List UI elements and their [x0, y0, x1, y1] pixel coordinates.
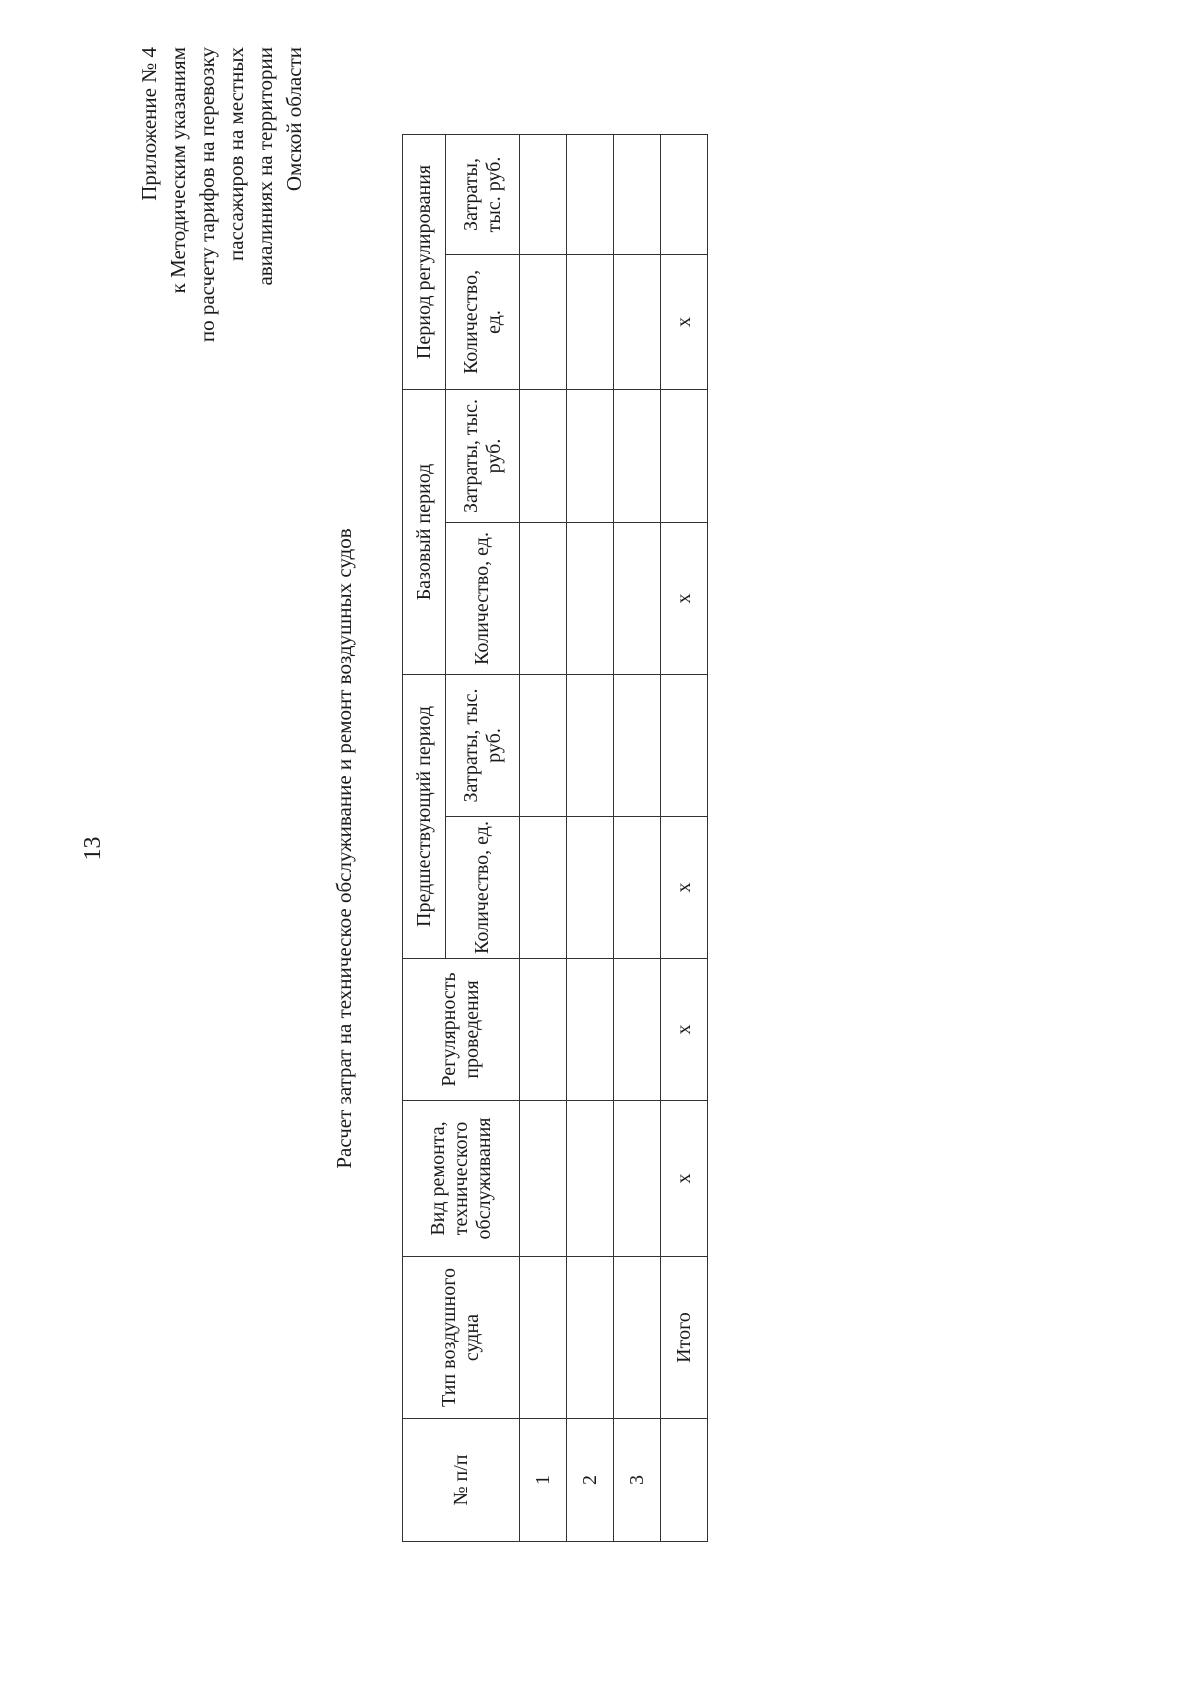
- cost-table: [402, 134, 708, 1542]
- row-number: 1: [520, 1419, 567, 1542]
- table-cell: [567, 134, 614, 254]
- header-base-qty: Количество, ед.: [446, 522, 520, 674]
- row-number: 2: [567, 1419, 614, 1542]
- table-cell: [614, 959, 661, 1101]
- table-cell: [520, 389, 567, 522]
- table-cell: x: [661, 254, 708, 389]
- table-cell: [520, 1257, 567, 1419]
- table-cell: [520, 674, 567, 816]
- table-cell: [614, 389, 661, 522]
- table-cell: [661, 674, 708, 816]
- table-cell: [614, 522, 661, 674]
- header-regulation-qty: Количество, ед.: [446, 254, 520, 389]
- table-row: [567, 134, 614, 1541]
- appendix-line: авиалиниях на территории: [253, 47, 277, 286]
- table-row-total: [661, 134, 708, 1541]
- table-cell: [520, 959, 567, 1101]
- appendix-line: к Методическим указаниям: [166, 47, 190, 294]
- table-cell: [614, 674, 661, 816]
- table-cell: [520, 817, 567, 959]
- header-previous-period: Предшествующий период: [403, 674, 446, 958]
- table-cell: [614, 134, 661, 254]
- table-cell: [567, 254, 614, 389]
- header-regulation-period: Период регулирования: [403, 134, 446, 389]
- table-cell: [520, 134, 567, 254]
- total-label: Итого: [661, 1257, 708, 1419]
- table-cell: [614, 1101, 661, 1257]
- table-cell: [520, 254, 567, 389]
- document-title: Расчет затрат на техническое обслуживание и ремонт воздушных судов: [332, 528, 356, 1169]
- table-cell: [567, 959, 614, 1101]
- header-base-period: Базовый период: [403, 389, 446, 674]
- appendix-line: Омской области: [282, 47, 306, 192]
- table-cell: x: [661, 959, 708, 1101]
- header-aircraft-type: Тип воздушного судна: [403, 1257, 520, 1419]
- header-num: № п/п: [403, 1419, 520, 1542]
- header-regulation-cost: Затраты, тыс. руб.: [446, 134, 520, 254]
- table-cell: [614, 1257, 661, 1419]
- table-cell: [661, 389, 708, 522]
- header-repair-type: Вид ремонта, технического обслуживания: [403, 1101, 520, 1257]
- header-regularity: Регулярность проведения: [403, 959, 520, 1101]
- appendix-line: Приложение № 4: [137, 47, 161, 201]
- table-row: [520, 134, 567, 1541]
- table-cell: [567, 674, 614, 816]
- header-base-cost: Затраты, тыс. руб.: [446, 389, 520, 522]
- table-cell: [567, 817, 614, 959]
- table-cell: [567, 522, 614, 674]
- table-cell: x: [661, 1101, 708, 1257]
- row-number: 3: [614, 1419, 661, 1542]
- table-cell: [661, 134, 708, 254]
- table-cell: [520, 1101, 567, 1257]
- appendix-line: по расчету тарифов на перевозку: [195, 47, 219, 343]
- table-cell: [614, 817, 661, 959]
- page-number: 13: [80, 836, 106, 861]
- appendix-block: [135, 47, 309, 347]
- header-previous-cost: Затраты, тыс. руб.: [446, 674, 520, 816]
- table-cell: [567, 389, 614, 522]
- table-cell: [614, 254, 661, 389]
- appendix-line: пассажиров на местных: [224, 47, 248, 261]
- table-row: [614, 134, 661, 1541]
- header-previous-qty: Количество, ед.: [446, 817, 520, 959]
- table-cell: x: [661, 817, 708, 959]
- row-number: [661, 1419, 708, 1542]
- table-cell: [567, 1101, 614, 1257]
- table-cell: [567, 1257, 614, 1419]
- table-cell: x: [661, 522, 708, 674]
- table-cell: [520, 522, 567, 674]
